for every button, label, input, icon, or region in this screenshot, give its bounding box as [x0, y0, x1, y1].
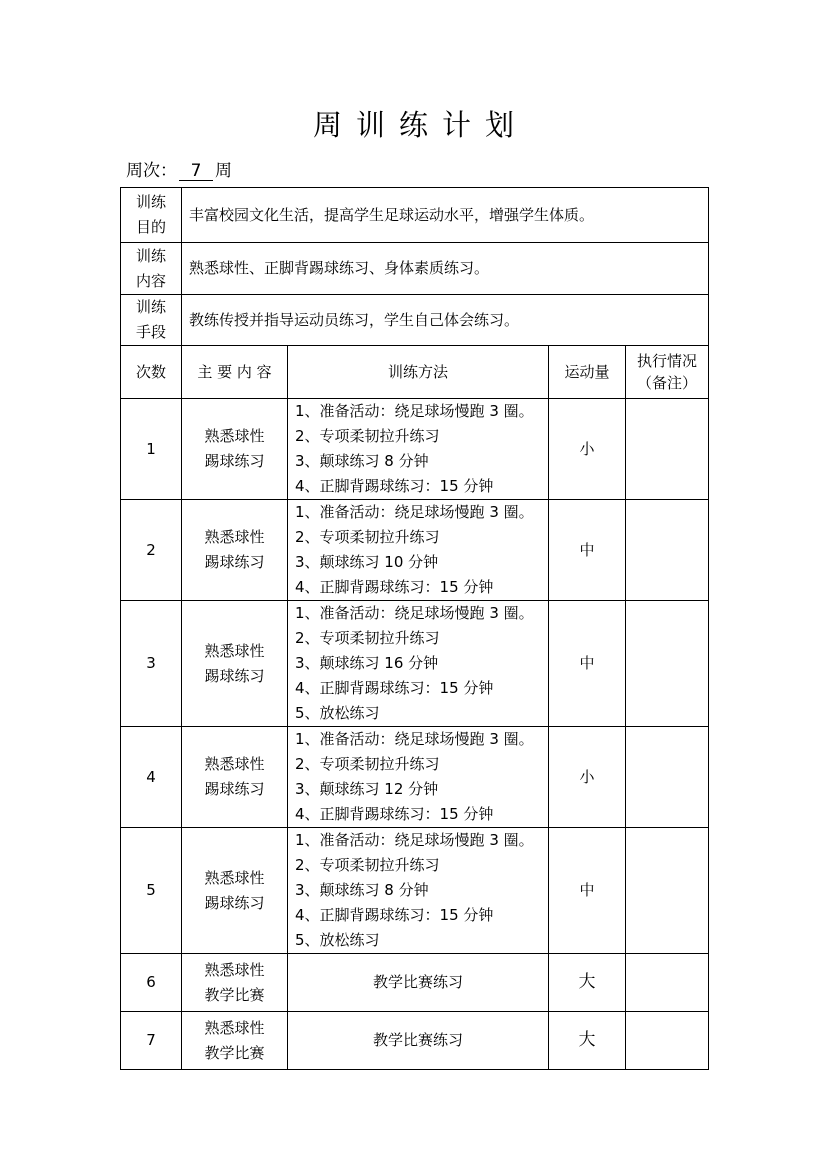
session-number: 7	[121, 1012, 182, 1070]
info-content: 丰富校园文化生活，提高学生足球运动水平，增强学生体质。	[182, 188, 709, 243]
main-content: 熟悉球性 教学比赛	[182, 954, 288, 1012]
table-row	[121, 399, 709, 500]
notes-cell	[626, 500, 709, 601]
header-load: 运动量	[549, 346, 626, 399]
session-number: 1	[121, 399, 182, 500]
method-list	[288, 500, 549, 601]
main-content: 熟悉球性 教学比赛	[182, 1012, 288, 1070]
header-session: 次数	[121, 346, 182, 399]
method-item: 2、专项柔韧拉升练习	[295, 528, 440, 546]
week-label: 周次：	[126, 161, 177, 181]
method-list	[288, 828, 549, 954]
method-item: 3、颠球练习 16 分钟	[295, 654, 439, 672]
header-main-content: 主 要 内 容	[182, 346, 288, 399]
method-single: 教学比赛练习	[288, 954, 549, 1012]
load-value: 大	[549, 1012, 626, 1070]
load-value: 中	[549, 500, 626, 601]
main-content: 熟悉球性 踢球练习	[182, 601, 288, 727]
method-item: 1、准备活动：绕足球场慢跑 3 圈。	[295, 402, 534, 420]
page-title: 周训练计划	[312, 108, 528, 142]
notes-cell	[626, 727, 709, 828]
info-content: 熟悉球性、正脚背踢球练习、身体素质练习。	[182, 243, 709, 295]
method-item: 5、放松练习	[295, 704, 380, 722]
notes-cell	[626, 601, 709, 727]
method-item: 3、颠球练习 8 分钟	[295, 452, 429, 470]
week-line	[126, 156, 232, 181]
method-item: 2、专项柔韧拉升练习	[295, 856, 440, 874]
load-value: 小	[549, 727, 626, 828]
session-number: 4	[121, 727, 182, 828]
info-label: 训练 目的	[121, 188, 182, 243]
method-list	[288, 727, 549, 828]
method-item: 1、准备活动：绕足球场慢跑 3 圈。	[295, 503, 534, 521]
method-item: 3、颠球练习 8 分钟	[295, 881, 429, 899]
notes-cell	[626, 828, 709, 954]
session-number: 6	[121, 954, 182, 1012]
week-unit: 周	[215, 161, 232, 181]
table-row	[121, 500, 709, 601]
notes-cell	[626, 954, 709, 1012]
table-row	[121, 601, 709, 727]
method-item: 4、正脚背踢球练习：15 分钟	[295, 578, 494, 596]
method-item: 1、准备活动：绕足球场慢跑 3 圈。	[295, 831, 534, 849]
info-row-purpose	[121, 188, 709, 243]
method-item: 3、颠球练习 12 分钟	[295, 780, 439, 798]
table-row	[121, 727, 709, 828]
load-value: 大	[549, 954, 626, 1012]
method-single: 教学比赛练习	[288, 1012, 549, 1070]
load-value: 中	[549, 601, 626, 727]
notes-cell	[626, 399, 709, 500]
method-item: 4、正脚背踢球练习：15 分钟	[295, 679, 494, 697]
method-item: 2、专项柔韧拉升练习	[295, 755, 440, 773]
table-row	[121, 1012, 709, 1070]
notes-cell	[626, 1012, 709, 1070]
method-item: 1、准备活动：绕足球场慢跑 3 圈。	[295, 730, 534, 748]
info-label: 训练 手段	[121, 295, 182, 346]
week-number: 7	[179, 162, 213, 181]
method-item: 4、正脚背踢球练习：15 分钟	[295, 477, 494, 495]
method-item: 4、正脚背踢球练习：15 分钟	[295, 805, 494, 823]
method-list	[288, 399, 549, 500]
header-status: 执行情况 （备注）	[626, 346, 709, 399]
method-item: 2、专项柔韧拉升练习	[295, 427, 440, 445]
session-number: 5	[121, 828, 182, 954]
table-row	[121, 828, 709, 954]
info-label: 训练 内容	[121, 243, 182, 295]
method-item: 1、准备活动：绕足球场慢跑 3 圈。	[295, 604, 534, 622]
info-row-means	[121, 295, 709, 346]
main-content: 熟悉球性 踢球练习	[182, 500, 288, 601]
header-method: 训练方法	[288, 346, 549, 399]
load-value: 中	[549, 828, 626, 954]
training-plan-table	[120, 187, 709, 1070]
main-content: 熟悉球性 踢球练习	[182, 727, 288, 828]
info-content: 教练传授并指导运动员练习，学生自己体会练习。	[182, 295, 709, 346]
method-item: 5、放松练习	[295, 931, 380, 949]
table-row	[121, 954, 709, 1012]
table-header-row	[121, 346, 709, 399]
method-item: 4、正脚背踢球练习：15 分钟	[295, 906, 494, 924]
method-list	[288, 601, 549, 727]
main-content: 熟悉球性 踢球练习	[182, 399, 288, 500]
session-number: 3	[121, 601, 182, 727]
main-content: 熟悉球性 踢球练习	[182, 828, 288, 954]
session-number: 2	[121, 500, 182, 601]
info-row-content	[121, 243, 709, 295]
load-value: 小	[549, 399, 626, 500]
method-item: 2、专项柔韧拉升练习	[295, 629, 440, 647]
method-item: 3、颠球练习 10 分钟	[295, 553, 439, 571]
